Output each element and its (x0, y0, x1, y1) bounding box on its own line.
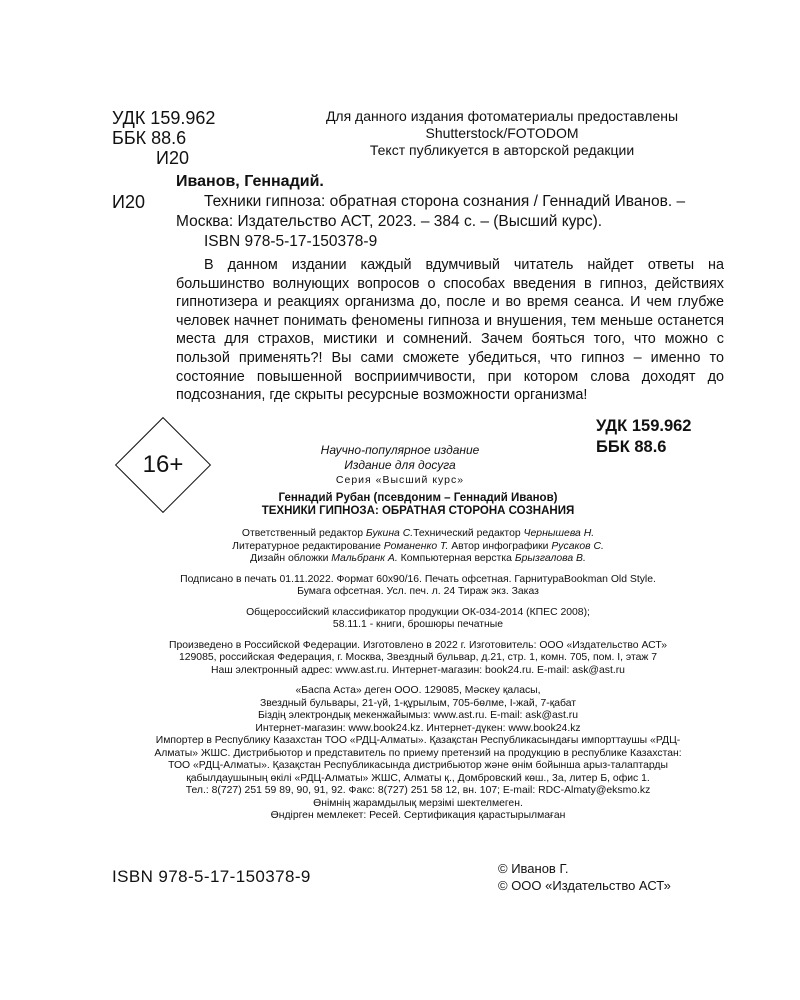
note-line-2: Shutterstock/FOTODOM (425, 125, 579, 141)
kz-line-3: Біздің электрондық мекенжайымыз: www.ast.ru. E-mail: ask@ast.ru (257, 710, 578, 721)
genre-line-2: Издание для досуга (344, 458, 456, 472)
series-line: Серия «Высший курс» (335, 474, 465, 486)
lit-editor-label: Литературное редактирование (232, 540, 384, 552)
classification-top (112, 108, 215, 168)
kz-line-1: «Баспа Аста» деген ООО. 129085, Мәскеу қаласы, (295, 685, 541, 696)
classifier-line-2: 58.11.1 - книги, брошюры печатные (332, 619, 504, 630)
infographics-name: Русаков С. (551, 540, 604, 552)
kz-line-5: Импортер в Республику Казахстан ТОО «РДЦ-Алматы». Қазақстан Республикасындағы импорттаушы «РДЦ- (155, 735, 681, 746)
resp-editor-name: Букина С. (365, 528, 414, 539)
annotation-text: В данном издании каждый вдумчивый читатель найдет ответы на большинство волнующих вопросов о способах введения в гипноз, действиях гипнотизера и реакциях организма до, после и во время сеанса. И чем глубже человек начнет понимать феномены гипноза и внушения, тем меньше останется места для страхов, мистики и сомнений. Зачем бояться того, что можно с пользой применять?! Вы сами сможете убедиться, что гипноз – именно то состояние повышенной восприимчивости, при котором слова доходят до подсознания, где скрыты ресурсные возможности организма! (176, 257, 724, 404)
kz-line-6: Алматы» ЖШС. Дистрибьютор и представитель по приему претензий на продукцию в республике Казахстан: (154, 747, 682, 759)
isbn-footer: ISBN 978-5-17-150378-9 (112, 867, 311, 886)
biblio-author: Иванов, Геннадий. (176, 173, 324, 190)
print-line-1: Подписано в печать 01.11.2022. Формат 60x90/16. Печать офсетная. ГарнитураBookman Old Style. (180, 573, 656, 585)
infographics-label: Автор инфографики (448, 540, 552, 552)
kz-line-7: ТОО «РДЦ-Алматы». Қазақстан Республикасында дистрибьютор және өнім бойынша арыз-талаптарды (168, 760, 668, 771)
lit-editor-name: Романенко Т. (383, 540, 449, 552)
kz-line-9: Тел.: 8(727) 251 59 89, 90, 91, 92. Факс: 8(727) 251 58 12, вн. 107; E-mail: RDC-Almaty@eksmo.kz (185, 785, 651, 796)
udk-code: УДК 159.962 (112, 108, 216, 128)
cover-design-label: Дизайн обложки (250, 553, 332, 564)
note-line-1: Для данного издания фотоматериалы предоставлены (325, 108, 679, 124)
tech-editor-name: Чернышева Н. (523, 528, 595, 539)
editors-line-1 (112, 528, 724, 541)
copyright-publisher: © ООО «Издательство АСТ» (498, 878, 671, 893)
resp-editor-label: Ответственный редактор (241, 528, 366, 539)
producer-line-2: 129085, российская Федерация, г. Москва, Звездный бульвар, д.21, стр. 1, комн. 705, пом. I, этаж 7 (178, 652, 658, 663)
kz-line-10: Өнімнің жарамдылық мерзімі шектелмеген. (313, 797, 523, 809)
kz-line-4: Интернет-магазин: www.book24.kz. Интернет-дүкен: www.book24.kz (255, 722, 581, 734)
tech-editor-label: Технический редактор (413, 528, 524, 539)
genre-block (230, 443, 570, 488)
note-line-3: Текст публикуется в авторской редакции (369, 142, 635, 158)
editors-line-3 (112, 553, 724, 566)
kz-line-11: Өндірген мемлекет: Ресей. Сертификация қарастырылмаған (270, 810, 566, 821)
age-rating-label: 16+ (142, 451, 184, 478)
print-line-2: Бумага офсетная. Усл. печ. л. 24 Тираж экз. Заказ (297, 586, 539, 597)
layout-label: Компьютерная верстка (397, 553, 515, 564)
bbk-code: ББК 88.6 (112, 128, 187, 148)
cover-design-name: Мальбранк А. (331, 553, 398, 564)
producer-line-1: Произведено в Российской Федерации. Изготовлено в 2022 г. Изготовитель: ООО «Издательство АСТ» (168, 639, 667, 651)
copyright-block (498, 860, 671, 894)
layout-name: Брызгалова В. (514, 553, 586, 564)
editors-line-2 (112, 541, 724, 554)
copyright-author: © Иванов Г. (498, 861, 569, 876)
biblio-description: Техники гипноза: обратная сторона сознания / Геннадий Иванов. – Москва: Издательство АСТ, 2023. – 384 с. – (Высший курс). (176, 193, 686, 230)
photo-credits-notes (282, 108, 722, 159)
imprint-author: Геннадий Рубан (псевдоним – Геннадий Иванов) (278, 492, 558, 504)
kz-line-8: қабылдаушының өкілі «РДЦ-Алматы» ЖШС, Алматы қ., Домбровский көш., 3а, литер Б, офис 1. (186, 772, 650, 784)
imprint-block (112, 492, 724, 823)
bibliographic-record (176, 172, 724, 252)
producer-line-3: Наш электронный адрес: www.ast.ru. Интернет-магазин: book24.ru. E-mail: ask@ast.ru (211, 664, 625, 676)
genre-line-1: Научно-популярное издание (320, 443, 480, 457)
bbk-code-bottom: ББК 88.6 (596, 438, 667, 456)
classifier-line-1: Общероссийский классификатор продукции ОК-034-2014 (КПЕС 2008); (246, 606, 590, 618)
biblio-isbn: ISBN 978-5-17-150378-9 (204, 233, 378, 250)
imprint-title: ТЕХНИКИ ГИПНОЗА: ОБРАТНАЯ СТОРОНА СОЗНАНИЯ (261, 505, 575, 517)
kz-line-2: Звездный бульвары, 21-үй, 1-құрылым, 705-бөлме, I-жай, 7-қабат (259, 697, 577, 709)
classification-bottom (596, 416, 691, 458)
author-mark: И20 (156, 148, 189, 168)
udk-code-bottom: УДК 159.962 (596, 417, 692, 435)
biblio-index: И20 (112, 192, 145, 212)
